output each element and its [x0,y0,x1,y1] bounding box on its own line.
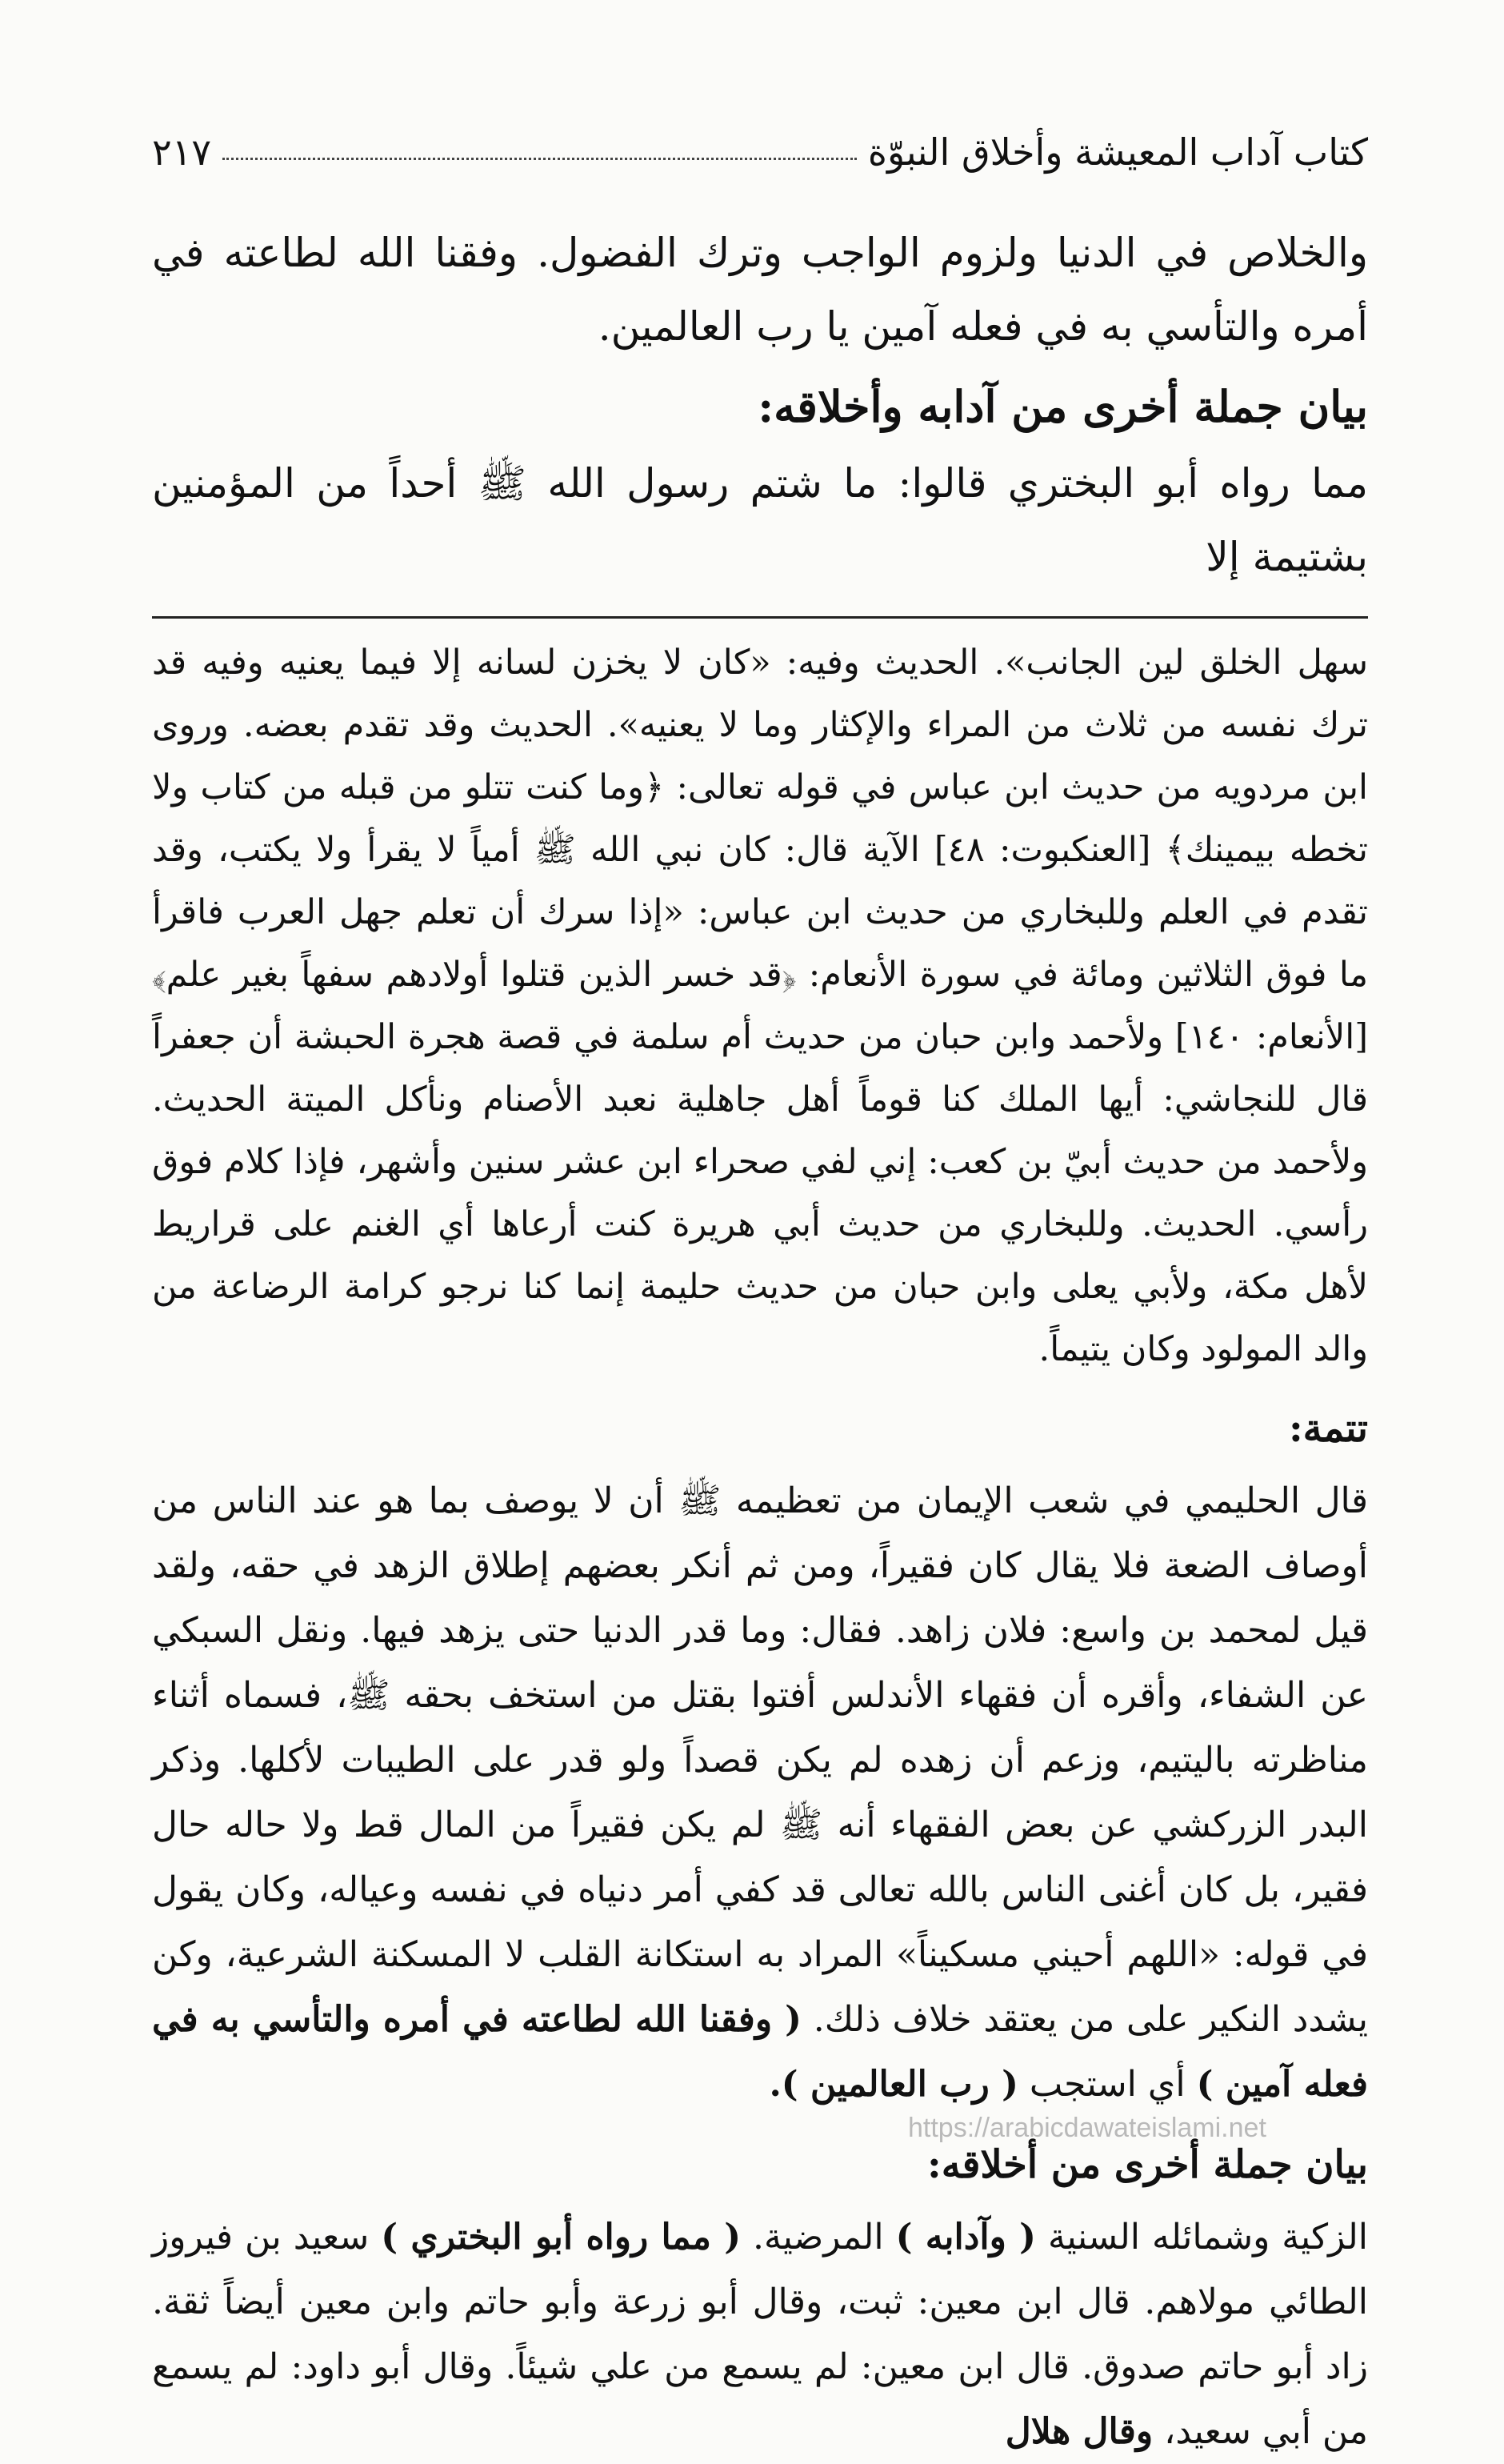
page-number: ٢١٧ [152,130,212,174]
footnote-text: سهل الخلق لين الجانب». الحديث وفيه: «كان لا يخزن لسانه إلا فيما يعنيه وفيه قد ترك نفسه من ثلاث من المراء والإكثار وما لا يعنيه». الحديث وقد تقدم بعضه. وروى ابن مردويه من حديث ابن عباس في قوله تعالى: ﴿وما كنت تتلو من قبله من كتاب ولا تخطه بيمينك﴾ [العنكبوت: ٤٨] الآية قال: كان نبي الله ﷺ أمياً لا يقرأ ولا يكتب، وقد تقدم في العلم وللبخاري من حديث ابن عباس: «إذا سرك أن تعلم جهل العرب فاقرأ ما فوق الثلاثين ومائة في سورة الأنعام: ﴿قد خسر الذين قتلوا أولادهم سفهاً بغير علم﴾ [الأنعام: ١٤٠] ولأحمد وابن حبان من حديث أم سلمة في قصة هجرة الحبشة أن جعفراً قال للنجاشي: أيها الملك كنا قوماً أهل جاهلية نعبد الأصنام ونأكل الميتة الحديث. ولأحمد من حديث أبيّ بن كعب: إني لفي صحراء ابن عشر سنين وأشهر، فإذا كلام فوق رأسي. الحديث. وللبخاري من حديث أبي هريرة كنت أرعاها أي الغنم على قراريط لأهل مكة، ولأبي يعلى وابن حبان من حديث حليمة إنما كنا نرجو كرامة الرضاعة من والد المولود وكان يتيماً. [152,643,1368,1369]
commentary-text-2a: الزكية وشمائله السنية [1047,2217,1369,2258]
commentary-paragraph-2 [152,2205,1368,2464]
commentary-text-1: قال الحليمي في شعب الإيمان من تعظيمه ﷺ أن لا يوصف بما هو عند الناس من أوصاف الضعة فلا يقال كان فقيراً، ومن ثم أنكر بعضهم إطلاق الزهد في حقه، ولقد قيل لمحمد بن واسع: فلان زاهد. فقال: وما قدر الدنيا حتى يزهد فيها. ونقل السبكي عن الشفاء، وأقره أن فقهاء الأندلس أفتوا بقتل من استخف بحقه ﷺ، فسماه أثناء مناظرته باليتيم، وزعم أن زهده لم يكن قصداً ولو قدر على الطيبات لأكلها. وذكر البدر الزركشي عن بعض الفقهاء أنه ﷺ لم يكن فقيراً من المال قط ولا حاله حال فقير، بل كان أغنى الناس بالله تعالى قد كفي أمر دنياه في نفسه وعياله، وكان يقول في قوله: «اللهم أحيني مسكيناً» المراد به استكانة القلب لا المسكنة الشرعية، وكن يشدد النكير على من يعتقد خلاف ذلك. [152,1480,1368,2040]
footnote-divider [152,616,1368,619]
main-section-heading: بيان جملة أخرى من آدابه وأخلاقه: [758,381,1368,432]
main-paragraph-1: والخلاص في الدنيا ولزوم الواجب وترك الفضول. وفقنا الله لطاعته في أمره والتأسي به في فعله آمين يا رب العالمين. [152,230,1368,350]
quoted-matn-2: ( رب العالمين ). [769,2064,1018,2105]
site-watermark: https://arabicdawateislami.net [908,2113,1266,2143]
commentary-text-2b: المرضية. [753,2217,884,2258]
commentary-section-heading: بيان جملة أخرى من أخلاقه: [927,2142,1368,2187]
quoted-matn-3: ( وآدابه ) [895,2217,1036,2258]
commentary-heading: تتمة: [1288,1406,1368,1451]
commentary-text-2c: سعيد بن فيروز الطائي مولاهم. قال ابن معين: ثبت، وقال أبو زرعة وأبو حاتم وابن معين أيضاً ثقة. زاد أبو حاتم صدوق. قال ابن معين: لم يسمع من علي شيئاً. وقال أبو داود: لم يسمع من أبي سعيد، [152,2217,1368,2452]
commentary-text-2d: وقال هلال [1005,2411,1154,2452]
quoted-matn-4: ( مما رواه أبو البختري ) [381,2217,742,2258]
commentary-text-1-end: أي استجب [1029,2064,1186,2105]
leader-dots [222,158,857,160]
commentary-paragraph-1 [152,1468,1368,2117]
running-head [152,128,1368,176]
book-title: كتاب آداب المعيشة وأخلاق النبوّة [867,130,1368,174]
main-paragraph-2: مما رواه أبو البختري قالوا: ما شتم رسول الله ﷺ أحداً من المؤمنين بشتيمة إلا [152,460,1368,580]
quoted-matn-1: ( وفقنا الله لطاعته في أمره والتأسي به في فعله آمين ) [152,1999,1368,2105]
